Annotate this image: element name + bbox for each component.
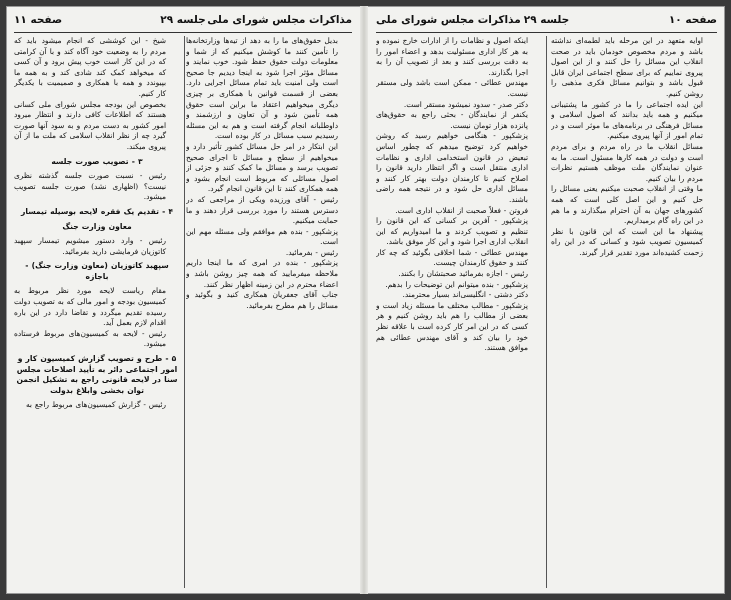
paragraph: رئیس - بفرمائید. bbox=[285, 247, 338, 257]
paragraph: دکتر دشتی - انگلیسی‌اند بسیار محترمند. bbox=[402, 290, 528, 300]
paragraph: پزشکپور - هنگامی خواهیم رسید که روشن خواهیم کرد توضیح میدهم که چطور اساس تبعیض در قانون استخدامی اداری و نظامات اداری منتقل است و اگر انتظار دارید قانون را اصلاح کنیم تا کارمندان دولت بهتر کار کنند و مسائل اداری حل شود و در نتیجه همه راضی باشند. bbox=[376, 131, 528, 204]
column-rule bbox=[546, 36, 547, 588]
paragraph: پزشکپور - بنده هم موافقم ولی مسئله مهم این است. bbox=[186, 226, 338, 247]
text-column-left bbox=[376, 36, 542, 588]
paragraph: مهندس عطائی - شما اخلاقی بگوئید که چه کار کنند و حقوق کارمندان چیست. bbox=[376, 247, 528, 268]
paragraph: پزشکپور - بنده در امری که ما اینجا داریم ملاحظه میفرمایید که همه چیز روشن باشد و اعضاء محترم در این زمینه اظهار نظر کنند. bbox=[186, 258, 338, 289]
page-header bbox=[376, 14, 717, 33]
paragraph: بدیل حقوق‌های ما را به دهد از تیه‌ها وزارتخانه‌ها را تأمین کنند ما کوشش میکنیم که از شما و معلومات دولت حقوق حفظ شود. خوب نمایند و مسائل مؤثر اجرا شود به اینجا دیدیم جا صحیح است ولی امنیت باید تمام مسائل اجرایی دارد. بعضی از قسمت قوانین با همکاری بر چیزی دیگری میخواهیم اعتقاد ما براین است حقوق همه تأمین شود و آن تعاون و ارزشمند و داوطلبانه انجام گرفته است و هم به این مسئله رسیدیم سبب مسائل در کار بوده است. bbox=[186, 36, 338, 141]
column-rule bbox=[184, 36, 185, 588]
page-11 bbox=[6, 6, 360, 594]
section-heading: ۴ - تقدیم یک فقره لایحه بوسیله تیمسار bbox=[20, 206, 174, 216]
text-column-right bbox=[186, 36, 352, 588]
header-page-number: صفحه ۱۰ bbox=[668, 14, 717, 26]
paragraph: شیخ - این کوششی که انجام میشود باید که مردم را به وضعیت خود آگاه کند و با آن کرامتی که در این کار است خوب پیش برود و آن کسی که میخواهد کمک کند شادی کند و به همه ما بپیوندد و همه با همکاری و صمیمیت با یکدیگر کار کنیم. bbox=[14, 36, 166, 98]
paragraph: مسائل انقلاب ما در راه مردم و برای مردم است و دولت در همه کارها مسئول است. ما به عنوان نمایندگان ملت موظف هستیم نظرات مردم را بیان کنیم. bbox=[551, 141, 703, 183]
page-10 bbox=[368, 6, 725, 594]
header-page-number: صفحه ۱۱ bbox=[14, 14, 63, 26]
paragraph: جناب آقای جعفریان همکاری کنید و بگوئید و مسائل را هم مطرح بفرمائید. bbox=[186, 290, 338, 310]
paragraph: اینکه اصول و نظامات را از ادارات خارج نموده و به هر کار اداری مسئولیت بدهد و اعضاء امور را به دقت بررسی کنند و بعد از تصویب آن را به اجرا بگذارند. bbox=[376, 36, 528, 77]
paragraph: بخصوص این بودجه مجلس شورای ملی کسانی هستند که اطلاعات کافی دارند و انتظار میرود امور کشور به دست مردم و به سود آنها صورت گیرد چه از نظر انقلاب اسلامی که ملت ما از آن پیروی میکند. bbox=[14, 99, 166, 151]
header-title: مذاکرات مجلس شورای ملی bbox=[207, 14, 352, 26]
section-heading: معاون وزارت جنگ bbox=[62, 221, 132, 231]
header-session: جلسه ۲۹ bbox=[160, 14, 206, 26]
paragraph: پزشکپور - مطالب مختلف ما مسئله زیاد است و بعضی از مطالب را هم باید روشن کنیم و هر کسی که در این امر کار کرده است با علاقه نظر خود را بیان کند و آقای مهندس عطائی هم موافق هستند. bbox=[376, 300, 528, 353]
paragraph: اوایه متعهد در این مرحله باید لطمه‌ای نداشته باشد و مردم مخصوص خودمان باید در صحت انقلاب این مسائل را حل کنند و از این اصول پیروی نماییم که برای سطح اجتماعی ایران قابل قبول باشد و بتوانیم مسائل فکری مذهبی را روشن کنیم. bbox=[551, 36, 703, 98]
paragraph: رئیس - وارد دستور میشویم تیمسار سپهبد کاتوزیان فرمایشی دارید بفرمائید. bbox=[14, 236, 166, 256]
paragraph: مهندس عطائی - ممکن است باشد ولی مستقر نیست. bbox=[376, 78, 528, 98]
section-heading: ۳ - تصویب صورت جلسه bbox=[51, 156, 143, 166]
paragraph: رئیس - آقای ورزیده ویکی از مراجعی که در دسترس هستند را مورد بررسی قرار دهند و ما حمایت میکنیم. bbox=[186, 194, 338, 226]
header-session: جلسه ۲۹ bbox=[523, 14, 570, 26]
paragraph: رئیس - اجازه بفرمائید صحبتشان را بکنند. bbox=[398, 269, 528, 279]
paragraph: رئیس - گزارش کمیسیون‌های مربوط راجع به bbox=[25, 400, 166, 410]
paragraph: پزشکپور - بنده میتوانم این توضیحات را بدهم. bbox=[385, 279, 528, 289]
paragraph: فروتن - فعلاً صحبت از انقلاب اداری است. bbox=[395, 205, 528, 215]
page-header bbox=[14, 14, 352, 33]
paragraph: دکتر صدر - سدود نمیشود مستقر است. bbox=[403, 99, 528, 109]
paragraph: ما وقتی از انقلاب صحبت میکنیم یعنی مسائل را حل کنیم و این اصل کلی است که همه کشورهای جهان به آن احترام میگذارند و ما هم در این راه گام برمیداریم. bbox=[551, 184, 703, 226]
header-title: مذاکرات مجلس شورای ملی bbox=[376, 14, 521, 26]
document-spread bbox=[6, 6, 725, 594]
paragraph: رئیس - لایحه به کمیسیون‌های مربوط فرستاده میشود. bbox=[14, 328, 166, 349]
paragraph: این ابتکار در امر حل مسائل کشور تأثیر دارد و میخواهیم از سطح و مسائل تا اجرای صحیح تصویب برسد و مسائل ما کمک کنند و جزئی از اصول مسائلی که مربوط است انجام بشود و همه همکاری کنند تا این قانون انجام گیرد. bbox=[186, 141, 338, 194]
section-heading: سپهبد کاتوزیان (معاون وزارت جنگ) - باجازه bbox=[25, 261, 169, 281]
text-column-left bbox=[14, 36, 180, 588]
paragraph: پیشنهاد ما این است که این قانون با نظر کمیسیون تصویب شود و کسانی که در این راه زحمت کشیده‌اند مورد تقدیر قرار گیرند. bbox=[551, 226, 703, 257]
paragraph: رئیس - نسبت صورت جلسه گذشته نظری نیست؟ (اظهاری نشد) صورت جلسه تصویب میشود. bbox=[14, 171, 166, 202]
paragraph: این ایده اجتماعی را ما در کشور ما پشتیبانی میکنیم و همه باید بدانند که اصول اسلامی و مسائل فرهنگی در برنامه‌های ما موثر است و در تمام امور از آنها پیروی میکنیم. bbox=[551, 99, 703, 141]
paragraph: یکنفر از نمایندگان - بحثی راجع به حقوق‌های پانزده هزار تومان نیست. bbox=[376, 110, 528, 130]
section-heading: ۵ - طرح و تصویب گزارش کمیسیون کار و امور اجتماعی دائر به تأیید اصلاحات مجلس سنا در لایحه قانونی راجع به تشکیل انجمن توان بخشی وابلاغ بدولت bbox=[16, 354, 178, 395]
paragraph: پزشکپور - آفرین بر کسانی که این قانون را تنظیم و تصویب کردند و ما امیدواریم که این انقلاب اداری اجرا شود و این کار موفق باشد. bbox=[376, 216, 528, 247]
text-column-right bbox=[551, 36, 717, 588]
paragraph: مقام ریاست لایحه مورد نظر مربوط به کمیسیون بودجه و امور مالی که به تصویب دولت رسیده تقدیم میگردد و تقاضا دارد در این باره اقدام لازم بعمل آید. bbox=[14, 286, 166, 328]
book-gutter bbox=[360, 6, 368, 594]
